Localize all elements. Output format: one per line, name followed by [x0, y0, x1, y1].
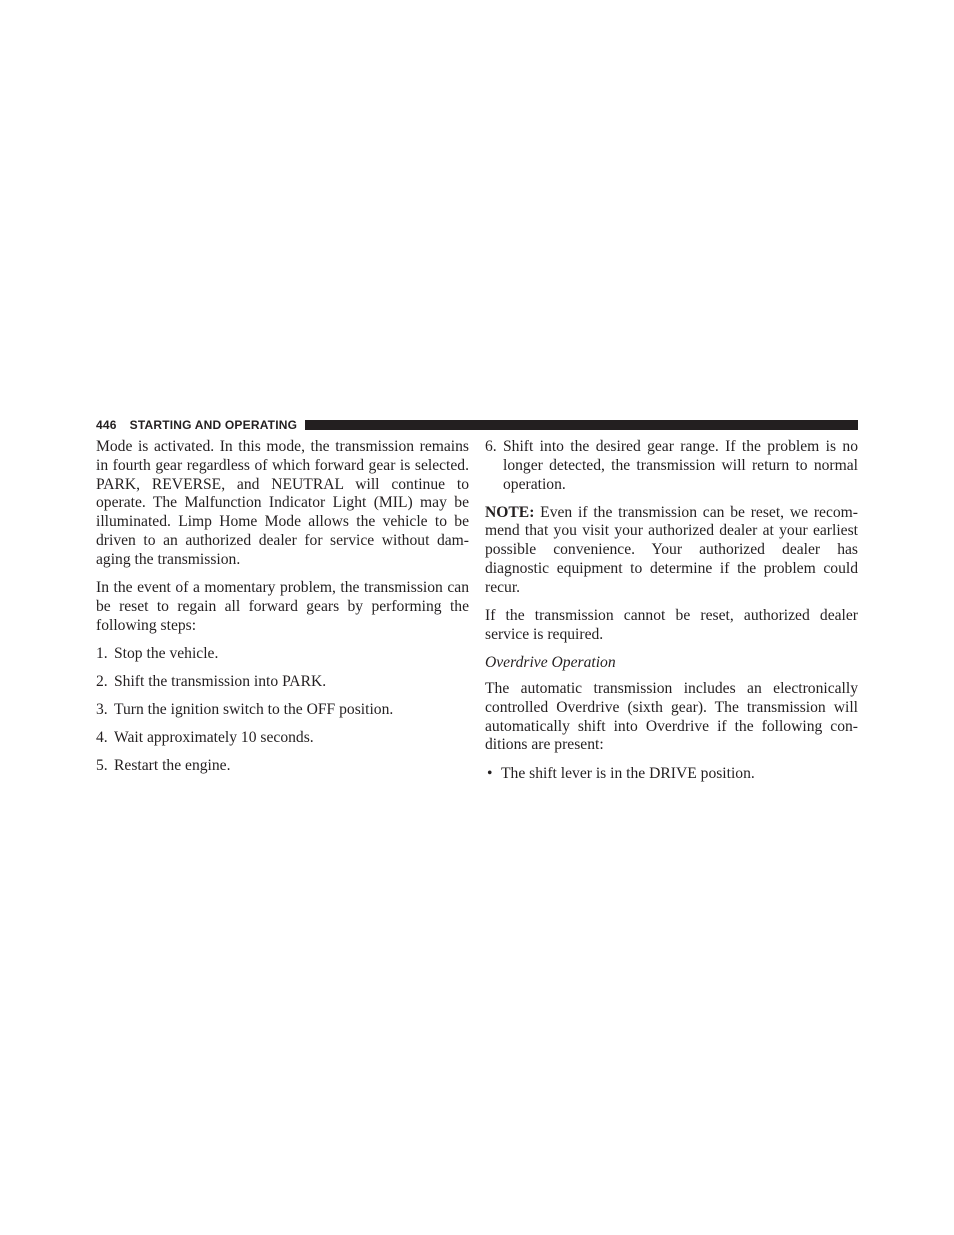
- step-text: Shift into the desired gear range. If the problem is no longer detected, the transmission will return to normal operation.: [503, 438, 858, 493]
- step-text: Shift the transmission into PARK.: [114, 673, 327, 691]
- step-number: 6.: [485, 438, 497, 455]
- bullet-text: The shift lever is in the DRIVE position.: [501, 764, 755, 782]
- paragraph-limp-home: Mode is activated. In this mode, the transmission remains in fourth gear regardless of which forward gear is selected. PARK, REVERSE, and NEUTRAL will continue to operate. The Malfunction Indicator Light (MIL) may be illuminated. Limp Home Mode allows the vehicle to be driven to an authorized dealer for service without dam-aging the transmission.: [96, 438, 469, 568]
- step-number: 2.: [96, 673, 108, 691]
- section-title: STARTING AND OPERATING: [129, 418, 298, 432]
- step-number: 3.: [96, 701, 108, 719]
- step-text: Wait approximately 10 seconds.: [114, 729, 314, 747]
- list-item: [96, 673, 469, 692]
- step-number: 4.: [96, 729, 108, 747]
- subheading-overdrive: Overdrive Operation: [485, 654, 616, 672]
- note-text: Even if the transmission can be reset, we recom-mend that you visit your authorized dealer at your earliest possible convenience. Your authorized dealer has diagnostic equipment to determine if the problem could recur.: [485, 503, 858, 596]
- bullet-item: [485, 765, 858, 784]
- page-number: 446: [96, 418, 117, 432]
- right-column: [485, 438, 858, 784]
- list-item: [96, 757, 469, 776]
- list-item: [485, 438, 858, 494]
- step-text: Stop the vehicle.: [114, 644, 219, 662]
- paragraph-overdrive: The automatic transmission includes an electronically controlled Overdrive (sixth gear). The transmission will automatically shift into Overdrive if the following con-ditions are present:: [485, 680, 858, 754]
- list-item: [96, 701, 469, 720]
- list-item: [96, 645, 469, 664]
- left-column: [96, 438, 469, 785]
- paragraph-reset-intro: In the event of a momentary problem, the transmission can be reset to regain all forward gears by performing the following steps:: [96, 579, 469, 634]
- header-rule: [305, 420, 858, 430]
- paragraph-dealer-service: If the transmission cannot be reset, authorized dealer service is required.: [485, 607, 858, 643]
- step-number: 5.: [96, 757, 108, 775]
- step-text: Restart the engine.: [114, 757, 231, 775]
- bullet-symbol: •: [487, 764, 493, 782]
- note-paragraph: [485, 504, 858, 598]
- page-header: [96, 417, 858, 433]
- step-number: 1.: [96, 644, 108, 662]
- note-label: NOTE:: [485, 503, 535, 521]
- step-text: Turn the ignition switch to the OFF position.: [114, 701, 394, 719]
- list-item: [96, 729, 469, 748]
